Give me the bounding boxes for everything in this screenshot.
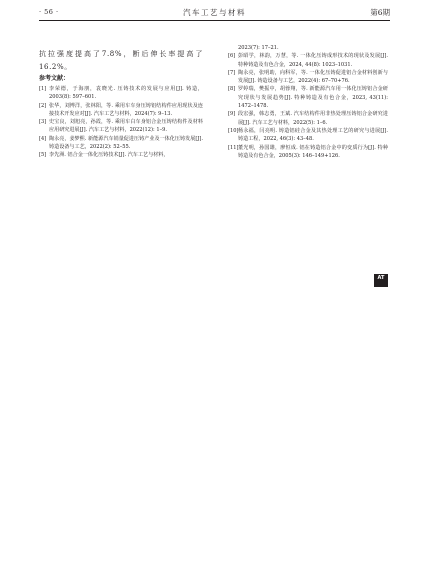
- reference-item: [39, 151, 203, 159]
- reference-text: 彭昭学，林韵，万慧，等. 一体化压铸成形技术的现状及发展[J]. 特种铸造及有色合金，2024, 44(8): 1023–1031.: [238, 53, 388, 68]
- reference-item: [228, 110, 388, 127]
- reference-number: [1]: [39, 86, 47, 92]
- reference-item: [39, 118, 203, 135]
- reference-text: 罗婷瑞，樊振中，胡蓉翔，等. 新能源汽车用一体化压铸铝合金研究现状与发展趋势[J]. 特种铸造及有色合金，2023, 43(11): 1472–1478.: [238, 86, 388, 110]
- page-number: · 56 ·: [39, 8, 59, 16]
- reference-text: 史宝良，刘旭亮，孙霞，等. 乘用车白车身铝合金压铸结构件及材料应用研究进展[J]. 汽车工艺与材料，2022(12): 1–9.: [49, 119, 203, 134]
- reference-text: 张华，刘博洋，张林阳，等. 乘用车车身压铸铝结构件应用现状及连接技术开发应对[J]. 汽车工艺与材料，2024(7): 9–13.: [49, 102, 203, 117]
- reference-text: 杨永福，闫亮明. 铸造铝硅合金及其热处理工艺的研究与进展[J]. 铸造工程，2022, 46(3): 43–48.: [238, 127, 388, 143]
- reference-number: [7]: [228, 69, 236, 76]
- references-list-right: [228, 44, 388, 160]
- reference-number: [3]: [39, 119, 47, 126]
- reference-item: [39, 135, 203, 152]
- left-column: [39, 48, 203, 160]
- reference-item: [228, 127, 388, 144]
- issue-number: 第6期: [370, 8, 390, 17]
- reference-item: [228, 44, 388, 52]
- reference-number: [6]: [228, 53, 236, 60]
- reference-text: 陶永亮，张明助，向科军，等. 一体化压铸促进铝合金材料创新与发展[J]. 铸造设备与工艺，2022(4): 67–70+76.: [238, 69, 388, 85]
- reference-text: 李荣德，于海朋，袁晓光. 压铸技术的发展与应用[J]. 铸造，2003(8): 597–601.: [49, 86, 203, 101]
- references-heading: 参考文献：: [39, 75, 70, 82]
- header-rule: [39, 20, 390, 21]
- reference-number: [2]: [39, 102, 47, 109]
- reference-number: [9]: [228, 111, 236, 118]
- reference-number: [11]: [228, 144, 239, 151]
- reference-text: 2023(7): 17–21.: [238, 45, 279, 51]
- references-list-left: [39, 85, 203, 160]
- reference-text: 陶永亮，姜梦熙. 新能源汽车销量促进压铸产业及一体化压铸发展[J]. 铸造设备与工艺，2022(2): 52–55.: [49, 135, 203, 151]
- journal-logo-mark: AT: [374, 274, 388, 287]
- reference-item: [39, 85, 203, 102]
- reference-number: [5]: [39, 152, 47, 159]
- reference-number: [10]: [228, 127, 239, 134]
- right-column: [228, 44, 388, 160]
- reference-text: 李先洲. 铝合金一体化压铸技术[J]. 汽车工艺与材料，: [49, 152, 169, 159]
- reference-text: 董光明，孙国雄，廖恒成. 铝在铸造铝合金中的变质行为[J]. 特种铸造及有色合金，2005(3): 146–149+126.: [238, 144, 388, 159]
- reference-item: [228, 144, 388, 161]
- body-continuation: 抗拉强度提高了7.8%，断后伸长率提高了16.2%。: [39, 50, 203, 71]
- page-header: [39, 6, 390, 20]
- reference-item: [39, 102, 203, 119]
- reference-item: [228, 69, 388, 86]
- journal-title: 汽车工艺与材料: [183, 8, 246, 17]
- reference-number: [8]: [228, 86, 236, 93]
- reference-text: 段宏强，韩志勇，王斌. 汽车结构件用非热处理压铸铝合金研究进展[J]. 汽车工艺与材料，2022(5): 1–6.: [238, 111, 388, 126]
- reference-item: [228, 52, 388, 69]
- reference-item: [228, 85, 388, 110]
- reference-number: [4]: [39, 135, 47, 142]
